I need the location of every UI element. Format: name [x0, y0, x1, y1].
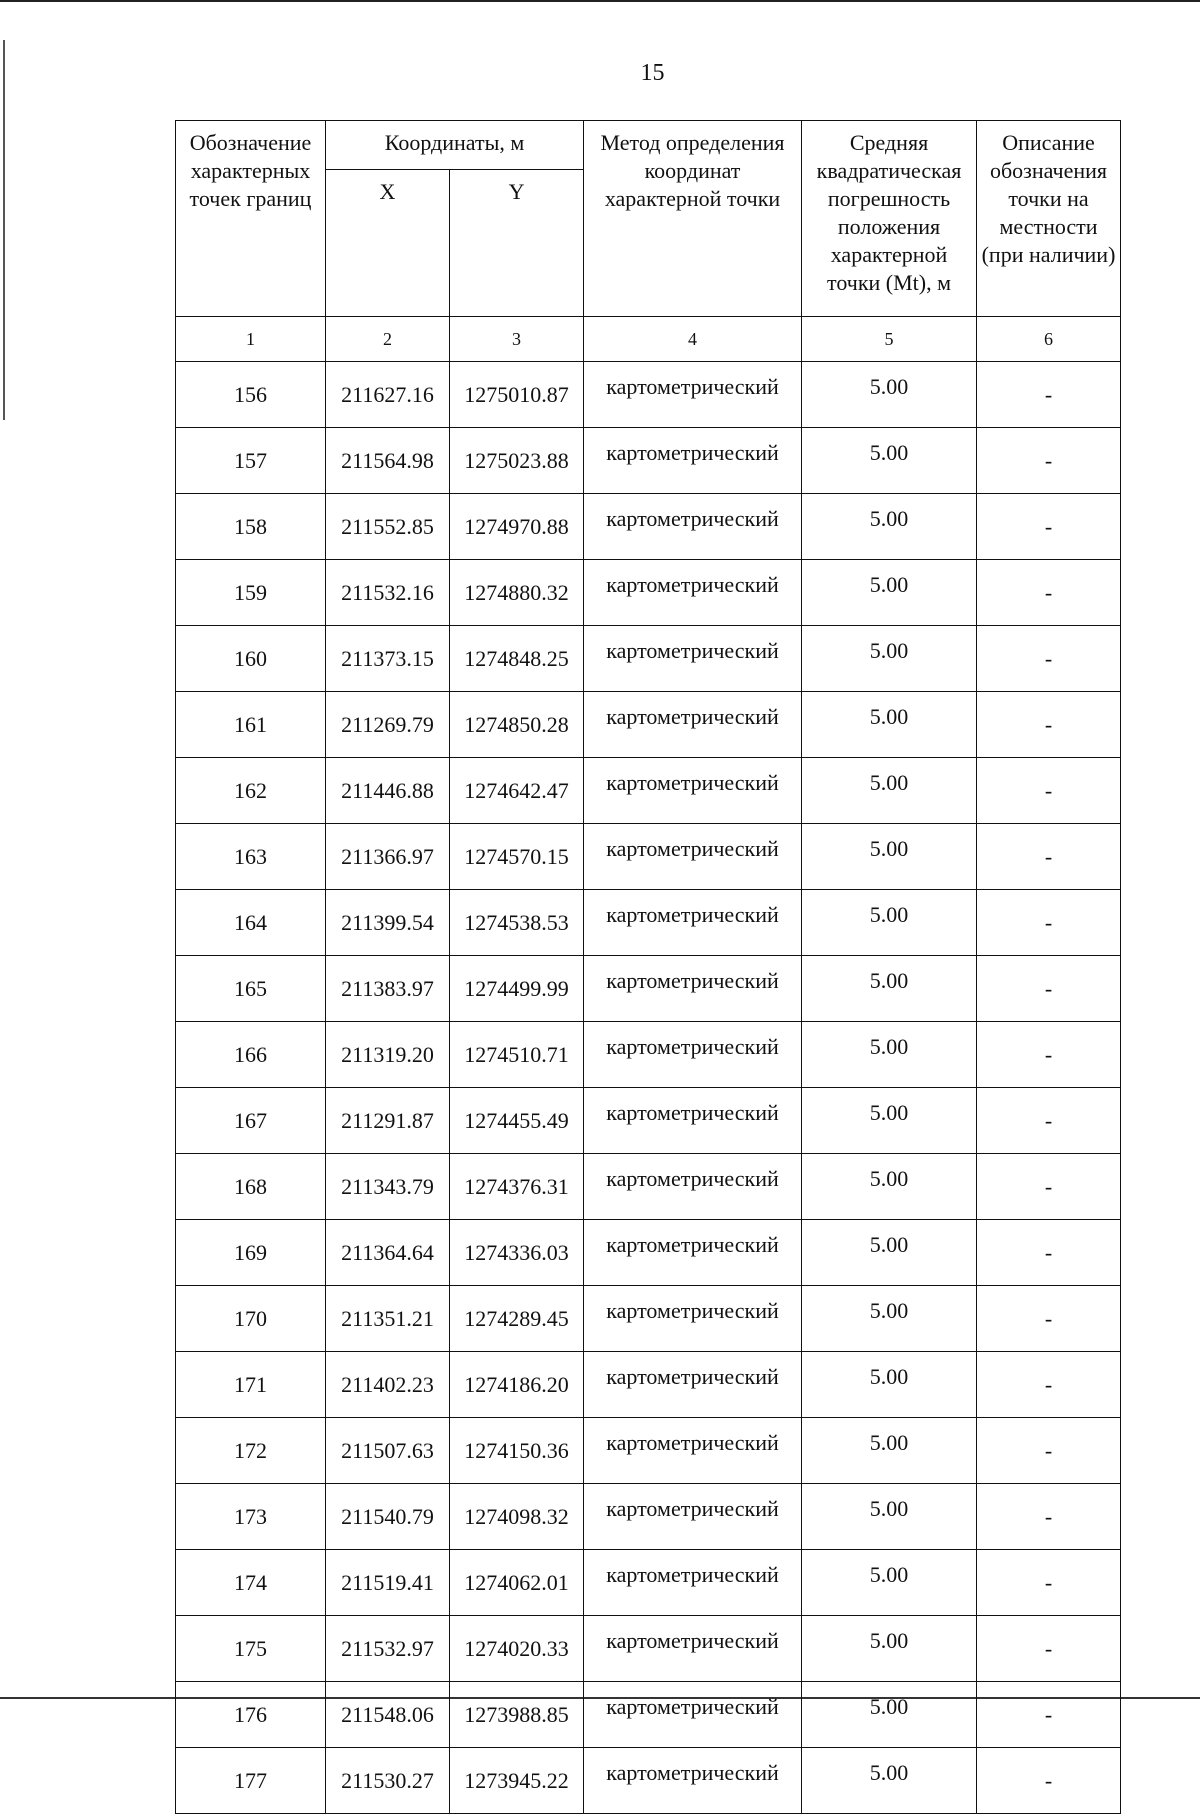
point-id-cell: 158 — [176, 494, 326, 560]
y-coordinate-cell: 1274970.88 — [450, 494, 584, 560]
point-id-cell: 171 — [176, 1352, 326, 1418]
description-cell: - — [977, 1484, 1121, 1550]
point-id-cell: 159 — [176, 560, 326, 626]
x-coordinate-cell: 211507.63 — [326, 1418, 450, 1484]
x-coordinate-cell: 211366.97 — [326, 824, 450, 890]
table-row — [176, 1682, 1121, 1748]
header-method: Метод определения координат характерной точки — [584, 121, 802, 317]
point-id-cell: 175 — [176, 1616, 326, 1682]
point-id-cell: 161 — [176, 692, 326, 758]
accuracy-cell: 5.00 — [802, 1550, 977, 1616]
y-coordinate-cell: 1274455.49 — [450, 1088, 584, 1154]
x-coordinate-cell: 211351.21 — [326, 1286, 450, 1352]
scan-border-left — [3, 40, 5, 420]
point-id-cell: 176 — [176, 1682, 326, 1748]
method-cell: картометрический — [584, 1550, 802, 1616]
table-row — [176, 560, 1121, 626]
point-id-cell: 169 — [176, 1220, 326, 1286]
y-coordinate-cell: 1274642.47 — [450, 758, 584, 824]
y-coordinate-cell: 1274570.15 — [450, 824, 584, 890]
column-number-row — [176, 317, 1121, 362]
y-coordinate-cell: 1274186.20 — [450, 1352, 584, 1418]
header-point-label: Обозначение характерных точек границ — [176, 121, 326, 317]
accuracy-cell: 5.00 — [802, 1682, 977, 1748]
point-id-cell: 167 — [176, 1088, 326, 1154]
x-coordinate-cell: 211373.15 — [326, 626, 450, 692]
point-id-cell: 156 — [176, 362, 326, 428]
accuracy-cell: 5.00 — [802, 758, 977, 824]
header-x: X — [326, 170, 450, 317]
table-row — [176, 428, 1121, 494]
x-coordinate-cell: 211532.16 — [326, 560, 450, 626]
x-coordinate-cell: 211530.27 — [326, 1748, 450, 1814]
description-cell: - — [977, 1550, 1121, 1616]
y-coordinate-cell: 1274880.32 — [450, 560, 584, 626]
x-coordinate-cell: 211446.88 — [326, 758, 450, 824]
column-number: 5 — [802, 317, 977, 362]
coordinates-table — [175, 120, 1121, 1814]
y-coordinate-cell: 1274336.03 — [450, 1220, 584, 1286]
y-coordinate-cell: 1274289.45 — [450, 1286, 584, 1352]
method-cell: картометрический — [584, 1286, 802, 1352]
accuracy-cell: 5.00 — [802, 1022, 977, 1088]
description-cell: - — [977, 494, 1121, 560]
description-cell: - — [977, 1748, 1121, 1814]
column-number: 6 — [977, 317, 1121, 362]
x-coordinate-cell: 211564.98 — [326, 428, 450, 494]
method-cell: картометрический — [584, 1088, 802, 1154]
description-cell: - — [977, 824, 1121, 890]
header-coordinates: Координаты, м — [326, 121, 584, 170]
method-cell: картометрический — [584, 1154, 802, 1220]
point-id-cell: 173 — [176, 1484, 326, 1550]
table-row — [176, 1352, 1121, 1418]
accuracy-cell: 5.00 — [802, 1220, 977, 1286]
table-row — [176, 494, 1121, 560]
point-id-cell: 165 — [176, 956, 326, 1022]
description-cell: - — [977, 428, 1121, 494]
description-cell: - — [977, 890, 1121, 956]
point-id-cell: 174 — [176, 1550, 326, 1616]
point-id-cell: 168 — [176, 1154, 326, 1220]
column-number: 2 — [326, 317, 450, 362]
table-row — [176, 1484, 1121, 1550]
method-cell: картометрический — [584, 362, 802, 428]
accuracy-cell: 5.00 — [802, 494, 977, 560]
x-coordinate-cell: 211343.79 — [326, 1154, 450, 1220]
method-cell: картометрический — [584, 494, 802, 560]
description-cell: - — [977, 1154, 1121, 1220]
point-id-cell: 170 — [176, 1286, 326, 1352]
accuracy-cell: 5.00 — [802, 428, 977, 494]
description-cell: - — [977, 1616, 1121, 1682]
table-row — [176, 1022, 1121, 1088]
method-cell: картометрический — [584, 428, 802, 494]
description-cell: - — [977, 362, 1121, 428]
accuracy-cell: 5.00 — [802, 1418, 977, 1484]
y-coordinate-cell: 1274098.32 — [450, 1484, 584, 1550]
y-coordinate-cell: 1274499.99 — [450, 956, 584, 1022]
description-cell: - — [977, 1088, 1121, 1154]
method-cell: картометрический — [584, 890, 802, 956]
scan-border-top — [0, 0, 1200, 2]
table-row — [176, 692, 1121, 758]
column-number: 1 — [176, 317, 326, 362]
accuracy-cell: 5.00 — [802, 1088, 977, 1154]
y-coordinate-cell: 1274020.33 — [450, 1616, 584, 1682]
x-coordinate-cell: 211540.79 — [326, 1484, 450, 1550]
y-coordinate-cell: 1274062.01 — [450, 1550, 584, 1616]
description-cell: - — [977, 1286, 1121, 1352]
method-cell: картометрический — [584, 1418, 802, 1484]
method-cell: картометрический — [584, 1748, 802, 1814]
table-row — [176, 956, 1121, 1022]
method-cell: картометрический — [584, 824, 802, 890]
method-cell: картометрический — [584, 560, 802, 626]
method-cell: картометрический — [584, 956, 802, 1022]
table-row — [176, 1154, 1121, 1220]
y-coordinate-cell: 1274538.53 — [450, 890, 584, 956]
point-id-cell: 157 — [176, 428, 326, 494]
page-number: 15 — [640, 60, 665, 86]
description-cell: - — [977, 758, 1121, 824]
accuracy-cell: 5.00 — [802, 890, 977, 956]
method-cell: картометрический — [584, 1484, 802, 1550]
description-cell: - — [977, 560, 1121, 626]
table-row — [176, 626, 1121, 692]
method-cell: картометрический — [584, 1022, 802, 1088]
y-coordinate-cell: 1274150.36 — [450, 1418, 584, 1484]
method-cell: картометрический — [584, 626, 802, 692]
accuracy-cell: 5.00 — [802, 1154, 977, 1220]
column-number: 4 — [584, 317, 802, 362]
description-cell: - — [977, 692, 1121, 758]
accuracy-cell: 5.00 — [802, 824, 977, 890]
table-row — [176, 1616, 1121, 1682]
description-cell: - — [977, 1682, 1121, 1748]
point-id-cell: 163 — [176, 824, 326, 890]
x-coordinate-cell: 211552.85 — [326, 494, 450, 560]
table-row — [176, 362, 1121, 428]
point-id-cell: 162 — [176, 758, 326, 824]
method-cell: картометрический — [584, 1220, 802, 1286]
accuracy-cell: 5.00 — [802, 1286, 977, 1352]
y-coordinate-cell: 1274850.28 — [450, 692, 584, 758]
table-row — [176, 758, 1121, 824]
method-cell: картометрический — [584, 1682, 802, 1748]
accuracy-cell: 5.00 — [802, 626, 977, 692]
y-coordinate-cell: 1273988.85 — [450, 1682, 584, 1748]
header-y: Y — [450, 170, 584, 317]
y-coordinate-cell: 1275010.87 — [450, 362, 584, 428]
table-row — [176, 1418, 1121, 1484]
point-id-cell: 177 — [176, 1748, 326, 1814]
method-cell: картометрический — [584, 1616, 802, 1682]
accuracy-cell: 5.00 — [802, 1748, 977, 1814]
accuracy-cell: 5.00 — [802, 1616, 977, 1682]
x-coordinate-cell: 211399.54 — [326, 890, 450, 956]
description-cell: - — [977, 626, 1121, 692]
table-row — [176, 824, 1121, 890]
table-header — [176, 121, 1121, 317]
description-cell: - — [977, 1352, 1121, 1418]
description-cell: - — [977, 1220, 1121, 1286]
x-coordinate-cell: 211364.64 — [326, 1220, 450, 1286]
x-coordinate-cell: 211402.23 — [326, 1352, 450, 1418]
table-row — [176, 1088, 1121, 1154]
table-row — [176, 890, 1121, 956]
x-coordinate-cell: 211627.16 — [326, 362, 450, 428]
description-cell: - — [977, 1022, 1121, 1088]
method-cell: картометрический — [584, 1352, 802, 1418]
x-coordinate-cell: 211319.20 — [326, 1022, 450, 1088]
x-coordinate-cell: 211532.97 — [326, 1616, 450, 1682]
method-cell: картометрический — [584, 758, 802, 824]
header-description: Описание обозначения точки на местности (при наличии) — [977, 121, 1121, 317]
accuracy-cell: 5.00 — [802, 1352, 977, 1418]
y-coordinate-cell: 1274848.25 — [450, 626, 584, 692]
point-id-cell: 160 — [176, 626, 326, 692]
x-coordinate-cell: 211291.87 — [326, 1088, 450, 1154]
x-coordinate-cell: 211548.06 — [326, 1682, 450, 1748]
description-cell: - — [977, 1418, 1121, 1484]
y-coordinate-cell: 1275023.88 — [450, 428, 584, 494]
x-coordinate-cell: 211269.79 — [326, 692, 450, 758]
table-row — [176, 1286, 1121, 1352]
x-coordinate-cell: 211519.41 — [326, 1550, 450, 1616]
description-cell: - — [977, 956, 1121, 1022]
accuracy-cell: 5.00 — [802, 692, 977, 758]
point-id-cell: 172 — [176, 1418, 326, 1484]
x-coordinate-cell: 211383.97 — [326, 956, 450, 1022]
accuracy-cell: 5.00 — [802, 956, 977, 1022]
header-accuracy: Средняя квадратическая погрешность положения характерной точки (Mt), м — [802, 121, 977, 317]
accuracy-cell: 5.00 — [802, 1484, 977, 1550]
point-id-cell: 166 — [176, 1022, 326, 1088]
y-coordinate-cell: 1274376.31 — [450, 1154, 584, 1220]
method-cell: картометрический — [584, 692, 802, 758]
y-coordinate-cell: 1273945.22 — [450, 1748, 584, 1814]
point-id-cell: 164 — [176, 890, 326, 956]
table-row — [176, 1550, 1121, 1616]
accuracy-cell: 5.00 — [802, 362, 977, 428]
table-row — [176, 1748, 1121, 1814]
accuracy-cell: 5.00 — [802, 560, 977, 626]
table-row — [176, 1220, 1121, 1286]
y-coordinate-cell: 1274510.71 — [450, 1022, 584, 1088]
column-number: 3 — [450, 317, 584, 362]
table-body — [176, 317, 1121, 1814]
